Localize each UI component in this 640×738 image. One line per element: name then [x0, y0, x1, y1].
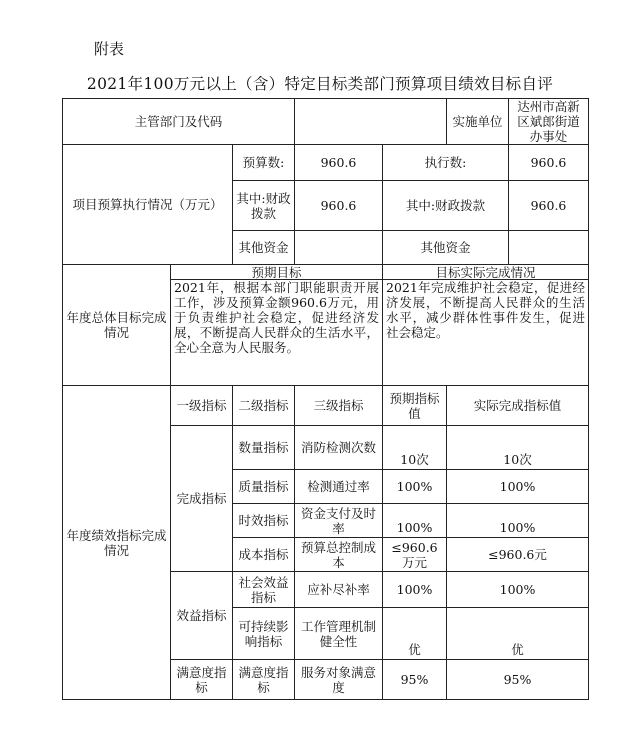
expected-value-cell: 10次 — [383, 426, 447, 470]
exec-other-label: 其他资金 — [383, 231, 509, 265]
other-label: 其他资金 — [233, 231, 295, 265]
expected-value-cell: 100% — [383, 572, 447, 608]
actual-value-cell: 95% — [447, 660, 589, 700]
budget-section-label: 项目预算执行情况（万元） — [63, 145, 233, 265]
expected-value-cell: ≤960.6万元 — [383, 538, 447, 572]
budget-value: 960.6 — [295, 145, 383, 181]
level1-cell: 效益指标 — [171, 572, 233, 660]
actual-value-cell: 100% — [447, 470, 589, 504]
overall-section-label: 年度总体目标完成情况 — [63, 265, 171, 386]
actual-goal-text: 2021年完成维护社会稳定，促进经济发展，不断提高人民群众的生活水平，减少群体性事件发生，促进社会稳定。 — [383, 280, 589, 386]
actual-value-cell: 100% — [447, 504, 589, 538]
level2-cell: 质量指标 — [233, 470, 295, 504]
actual-value-cell: 100% — [447, 572, 589, 608]
level3-cell: 服务对象满意度 — [295, 660, 383, 700]
level2-cell: 社会效益指标 — [233, 572, 295, 608]
level2-cell: 成本指标 — [233, 538, 295, 572]
col-level1-header: 一级指标 — [171, 386, 233, 426]
level2-cell: 时效指标 — [233, 504, 295, 538]
performance-evaluation-table — [62, 98, 589, 700]
level3-cell: 工作管理机制健全性 — [295, 608, 383, 660]
level3-cell: 检测通过率 — [295, 470, 383, 504]
level1-cell: 完成指标 — [171, 426, 233, 572]
level3-cell: 消防检测次数 — [295, 426, 383, 470]
expected-value-cell: 优 — [383, 608, 447, 660]
col-level3-header: 三级指标 — [295, 386, 383, 426]
level2-cell: 数量指标 — [233, 426, 295, 470]
actual-value-cell: ≤960.6元 — [447, 538, 589, 572]
appendix-label: 附表 — [94, 40, 125, 58]
actual-value-cell: 10次 — [447, 426, 589, 470]
col-level2-header: 二级指标 — [233, 386, 295, 426]
exec-fiscal-label: 其中:财政拨款 — [383, 181, 509, 231]
dept-value — [295, 99, 447, 145]
budget-label: 预算数: — [233, 145, 295, 181]
exec-label: 执行数: — [383, 145, 509, 181]
actual-value-cell: 优 — [447, 608, 589, 660]
expected-value-cell: 100% — [383, 470, 447, 504]
impl-unit-label: 实施单位 — [447, 99, 509, 145]
col-expected-header: 预期指标值 — [383, 386, 447, 426]
exec-other-value — [509, 231, 589, 265]
level3-cell: 应补尽补率 — [295, 572, 383, 608]
level2-cell: 可持续影响指标 — [233, 608, 295, 660]
level2-cell: 满意度指标 — [233, 660, 295, 700]
expected-goal-header: 预期目标 — [171, 265, 383, 280]
level1-cell: 满意度指标 — [171, 660, 233, 700]
expected-goal-text: 2021年，根据本部门职能职责开展工作，涉及预算金额960.6万元，用于负责维护社会稳定，促进经济发展，不断提高人民群众的生活水平，全心全意为人民服务。 — [171, 280, 383, 386]
level3-cell: 资金支付及时率 — [295, 504, 383, 538]
col-actual-header: 实际完成指标值 — [447, 386, 589, 426]
page-title: 2021年100万元以上（含）特定目标类部门预算项目绩效目标自评 — [86, 75, 554, 93]
exec-value: 960.6 — [509, 145, 589, 181]
expected-value-cell: 95% — [383, 660, 447, 700]
actual-goal-header: 目标实际完成情况 — [383, 265, 589, 280]
expected-value-cell: 100% — [383, 504, 447, 538]
level3-cell: 预算总控制成本 — [295, 538, 383, 572]
performance-section-label: 年度绩效指标完成情况 — [63, 386, 171, 700]
exec-fiscal-value: 960.6 — [509, 181, 589, 231]
fiscal-value: 960.6 — [295, 181, 383, 231]
impl-unit-value: 达州市高新区斌郎街道办事处 — [509, 99, 589, 145]
other-value — [295, 231, 383, 265]
dept-label: 主管部门及代码 — [63, 99, 295, 145]
fiscal-label: 其中:财政拨款 — [233, 181, 295, 231]
